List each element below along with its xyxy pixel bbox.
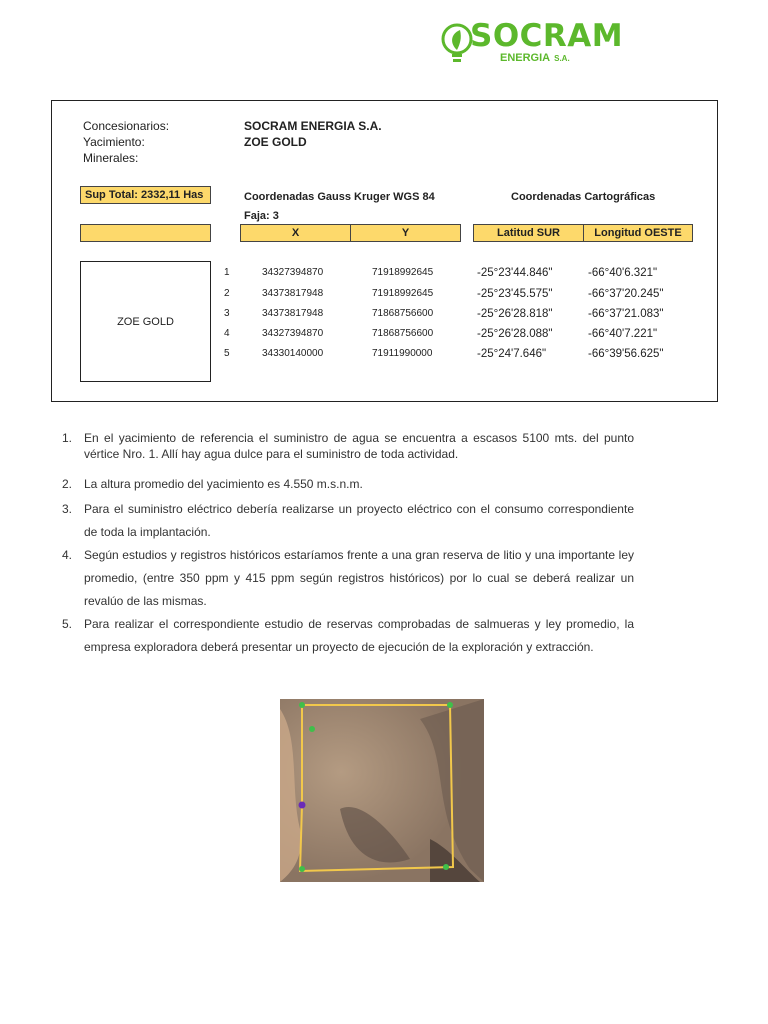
list-number: 4. xyxy=(62,548,73,562)
bulb-leaf-icon xyxy=(440,22,474,66)
satellite-map-image xyxy=(280,699,484,882)
sup-total-badge: Sup Total: 2332,11 Has xyxy=(80,186,211,204)
cell-y: 71918992645 xyxy=(372,288,434,299)
cell-lon: -66°40'6.321" xyxy=(588,267,658,279)
cell-x: 34373817948 xyxy=(262,288,324,299)
list-text: La altura promedio del yacimiento es 4.550 m.s.n.m. xyxy=(84,477,363,491)
list-text: En el yacimiento de referencia el suministro de agua se encuentra a escasos 5100 mts. del punto vértice Nro. 1. Allí hay agua dulce para el suministro de toda actividad. xyxy=(84,431,634,461)
map-overlay xyxy=(280,699,484,882)
list-number: 1. xyxy=(62,431,73,445)
notes-list xyxy=(62,430,634,659)
logo-sub-small: S.A. xyxy=(554,54,570,63)
col-header-lat: Latitud SUR xyxy=(473,224,584,242)
value-concesionarios: SOCRAM ENERGIA S.A. xyxy=(244,119,382,133)
label-minerales: Minerales: xyxy=(83,151,139,165)
list-text: Para realizar el correspondiente estudio de reservas comprobadas de salmueras y ley promedio, la empresa exploradora deberá presentar un proyecto de ejecución de la exploración y extracción. xyxy=(84,617,634,654)
vertex-marker xyxy=(299,802,306,809)
cell-x: 34327394870 xyxy=(262,267,324,278)
row-number: 4 xyxy=(224,328,230,339)
table-row xyxy=(222,267,702,287)
table-row xyxy=(222,288,702,308)
cell-y: 71868756600 xyxy=(372,328,434,339)
list-item xyxy=(62,498,634,544)
cell-lon: -66°39'56.625" xyxy=(588,348,664,360)
list-item xyxy=(62,544,634,613)
col-header-y: Y xyxy=(350,224,461,242)
vertex-marker xyxy=(447,702,453,708)
cell-lat: -25°23'45.575" xyxy=(477,288,553,300)
cell-lat: -25°26'28.818" xyxy=(477,308,553,320)
row-number: 2 xyxy=(224,288,230,299)
logo-subtitle xyxy=(500,52,570,64)
row-number: 5 xyxy=(224,348,230,359)
faja-label: Faja: 3 xyxy=(244,210,279,222)
label-yacimiento: Yacimiento: xyxy=(83,135,145,149)
list-text: Para el suministro eléctrico debería realizarse un proyecto eléctrico con el consumo correspondiente de toda la implantación. xyxy=(84,502,634,539)
table-row xyxy=(222,348,702,368)
vertex-marker xyxy=(299,866,305,872)
logo-wordmark: SOCRAM xyxy=(470,18,624,54)
cell-x: 34327394870 xyxy=(262,328,324,339)
row-number: 1 xyxy=(224,267,230,278)
list-number: 3. xyxy=(62,502,73,516)
table-row xyxy=(222,308,702,328)
list-item xyxy=(62,430,634,462)
cell-y: 71911990000 xyxy=(372,348,433,359)
list-item xyxy=(62,476,634,492)
cell-lat: -25°24'7.646" xyxy=(477,348,547,360)
row-number: 3 xyxy=(224,308,230,319)
label-concesionarios: Concesionarios: xyxy=(83,119,170,133)
gauss-title: Coordenadas Gauss Kruger WGS 84 xyxy=(244,191,435,203)
list-text: Según estudios y registros históricos estaríamos frente a una gran reserva de litio y una importante ley promedio, (entre 350 ppm y 415 ppm según registros históricos) por lo cual se deberá realizar un revalúo de las mismas. xyxy=(84,548,634,608)
list-number: 2. xyxy=(62,477,73,491)
cell-lat: -25°23'44.846" xyxy=(477,267,553,279)
cell-y: 71868756600 xyxy=(372,308,434,319)
vertex-marker xyxy=(309,726,315,732)
col-header-lon: Longitud OESTE xyxy=(583,224,693,242)
cell-lon: -66°37'20.245" xyxy=(588,288,664,300)
vertex-marker xyxy=(443,864,449,870)
table-row xyxy=(222,328,702,348)
zone-name-box: ZOE GOLD xyxy=(80,261,211,382)
blank-yellow-cell xyxy=(80,224,211,242)
col-header-x: X xyxy=(240,224,351,242)
cell-x: 34373817948 xyxy=(262,308,324,319)
logo-sub-text: ENERGIA xyxy=(500,52,551,64)
company-logo xyxy=(440,18,640,72)
vertex-marker xyxy=(299,702,305,708)
list-number: 5. xyxy=(62,617,73,631)
carto-title: Coordenadas Cartográficas xyxy=(511,191,656,203)
cell-lat: -25°26'28.088" xyxy=(477,328,553,340)
cell-lon: -66°40'7.221" xyxy=(588,328,658,340)
list-item xyxy=(62,613,634,659)
cell-x: 34330140000 xyxy=(262,348,324,359)
value-yacimiento: ZOE GOLD xyxy=(244,135,307,149)
cell-y: 71918992645 xyxy=(372,267,434,278)
concession-info-box xyxy=(51,100,718,402)
cell-lon: -66°37'21.083" xyxy=(588,308,664,320)
